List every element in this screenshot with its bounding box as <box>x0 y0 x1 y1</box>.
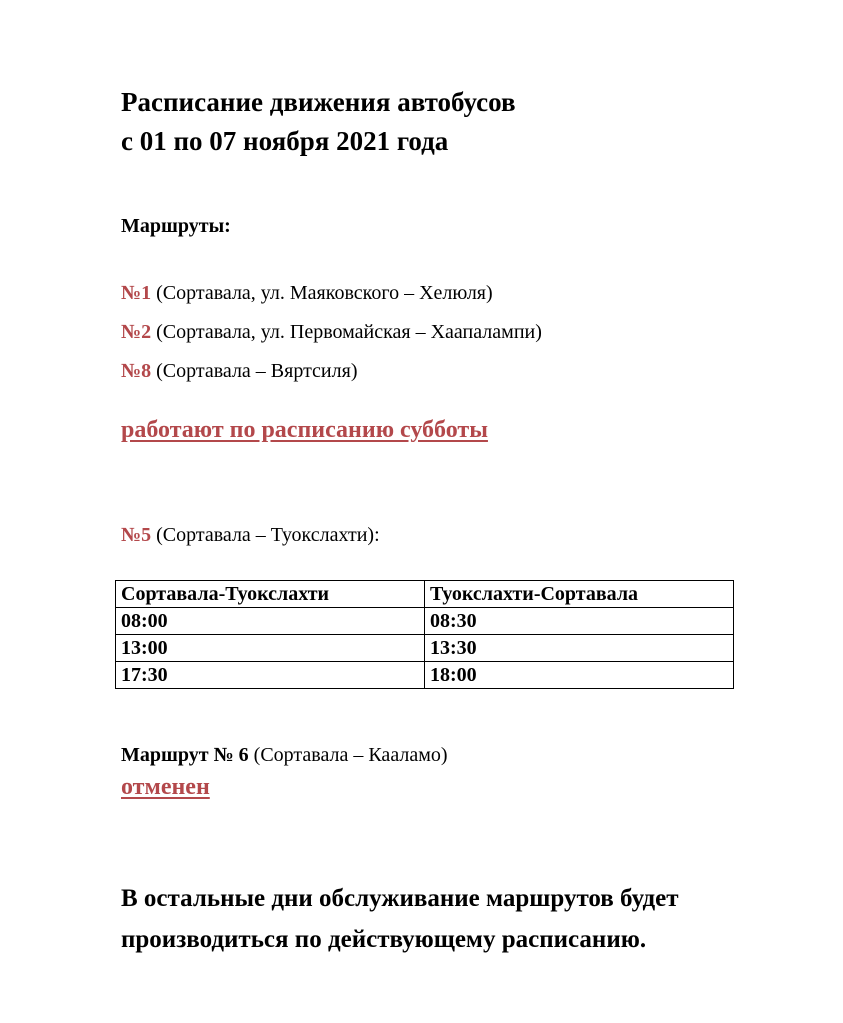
route-5 <box>121 523 380 547</box>
route-8-description: (Сортавала – Вяртсиля) <box>156 360 358 382</box>
table-cell-outbound: 17:30 <box>116 662 425 689</box>
table-header-return: Туокслахти-Сортавала <box>425 581 734 608</box>
routes-heading: Маршруты: <box>121 215 231 237</box>
route-5-number: №5 <box>121 524 152 546</box>
table-cell-outbound: 08:00 <box>116 608 425 635</box>
route-2-number: №2 <box>121 321 152 343</box>
page-title-line-2: с 01 по 07 ноября 2021 года <box>121 126 449 156</box>
page-title-line-1: Расписание движения автобусов <box>121 87 516 117</box>
route-5-schedule-table <box>115 580 734 689</box>
table-cell-outbound: 13:00 <box>116 635 425 662</box>
table-cell-return: 08:30 <box>425 608 734 635</box>
table-row <box>116 608 734 635</box>
route-6-description: (Сортавала – Кааламо) <box>253 744 448 766</box>
route-6-label: Маршрут № 6 <box>121 744 249 766</box>
table-row <box>116 635 734 662</box>
saturday-schedule-notice: работают по расписанию субботы <box>121 417 488 443</box>
footer-note-line-2: производиться по действующему расписанию. <box>121 926 647 953</box>
table-cell-return: 13:30 <box>425 635 734 662</box>
footer-note-line-1: В остальные дни обслуживание маршрутов будет <box>121 885 679 912</box>
table-header-outbound: Сортавала-Туокслахти <box>116 581 425 608</box>
route-6-cancelled-status: отменен <box>121 774 210 800</box>
route-1-number: №1 <box>121 282 152 304</box>
footer-note <box>121 878 679 960</box>
route-1 <box>121 281 493 305</box>
route-8 <box>121 359 357 383</box>
route-6 <box>121 743 448 767</box>
table-row <box>116 662 734 689</box>
route-2-description: (Сортавала, ул. Первомайская – Хаапалампи) <box>156 321 542 343</box>
route-5-description: (Сортавала – Туокслахти): <box>156 524 380 546</box>
route-8-number: №8 <box>121 360 152 382</box>
table-header-row <box>116 581 734 608</box>
route-2 <box>121 320 542 344</box>
table-cell-return: 18:00 <box>425 662 734 689</box>
route-1-description: (Сортавала, ул. Маяковского – Хелюля) <box>156 282 493 304</box>
